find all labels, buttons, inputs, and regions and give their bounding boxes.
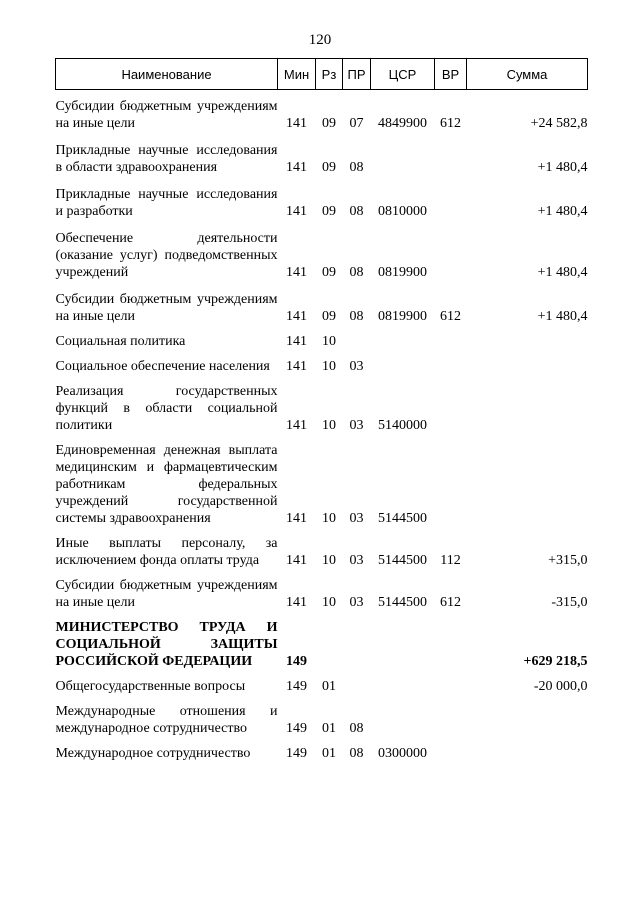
- header-sum: Сумма: [467, 59, 588, 90]
- cell-min: 141: [286, 204, 307, 219]
- header-pr: ПР: [343, 59, 371, 90]
- cell-name: Социальное обеспечение населения: [55, 359, 270, 374]
- header-csr: ЦСР: [371, 59, 435, 90]
- cell-csr: 5144500: [378, 595, 427, 610]
- cell-name: Международное сотрудничество: [55, 746, 251, 761]
- cell-pr: 03: [349, 553, 364, 568]
- cell-csr: [371, 132, 435, 176]
- cell-min: 141: [286, 553, 307, 568]
- cell-name: МИНИСТЕРСТВО ТРУДА И СОЦИАЛЬНОЙ ЗАЩИТЫ РОССИЙСКОЙ ФЕДЕРАЦИИ: [55, 620, 278, 669]
- cell-csr: 5140000: [378, 418, 427, 433]
- cell-sum: +1 480,4: [537, 204, 588, 219]
- cell-sum: -315,0: [551, 595, 588, 610]
- cell-vr: [435, 737, 467, 762]
- table-row: [56, 434, 588, 527]
- cell-rz: 10: [322, 595, 336, 610]
- cell-min: 149: [286, 679, 307, 694]
- cell-pr: 03: [349, 595, 364, 610]
- cell-pr: 08: [349, 160, 364, 175]
- cell-vr: [435, 611, 467, 670]
- cell-csr: [371, 325, 435, 350]
- cell-rz: 01: [322, 679, 336, 694]
- cell-min: 141: [286, 265, 307, 280]
- cell-vr: [435, 220, 467, 281]
- cell-min: 149: [286, 654, 307, 669]
- cell-name: Социальная политика: [55, 334, 186, 349]
- cell-rz: 10: [322, 359, 336, 374]
- cell-csr: 4849900: [378, 116, 427, 131]
- cell-min: 141: [286, 595, 307, 610]
- cell-name: Субсидии бюджетным учреждениям на иные цели: [55, 292, 278, 324]
- cell-name: Иные выплаты персоналу, за исключением фонда оплаты труда: [55, 536, 278, 568]
- cell-csr: 0810000: [378, 204, 427, 219]
- header-vr: ВР: [435, 59, 467, 90]
- cell-csr: [371, 611, 435, 670]
- cell-csr: 5144500: [378, 553, 427, 568]
- budget-table: [55, 58, 588, 762]
- table-row: [56, 670, 588, 695]
- cell-sum: +24 582,8: [530, 116, 588, 131]
- cell-sum: [467, 375, 588, 434]
- cell-rz: 09: [322, 116, 336, 131]
- cell-sum: [467, 325, 588, 350]
- cell-name: Прикладные научные исследования в области здравоохранения: [55, 143, 278, 175]
- cell-csr: 0300000: [378, 746, 427, 761]
- cell-vr: [435, 132, 467, 176]
- cell-rz: [316, 611, 343, 670]
- cell-name: Обеспечение деятельности (оказание услуг) подведомственных учреждений: [55, 231, 278, 280]
- cell-name: Субсидии бюджетным учреждениям на иные цели: [55, 578, 278, 610]
- cell-pr: [343, 670, 371, 695]
- cell-csr: 0819900: [378, 309, 427, 324]
- cell-rz: 09: [322, 204, 336, 219]
- page-number: 120: [308, 32, 332, 48]
- table-row: [56, 176, 588, 220]
- cell-sum: [467, 737, 588, 762]
- cell-csr: [371, 350, 435, 375]
- cell-pr: 03: [349, 511, 364, 526]
- cell-sum: +1 480,4: [537, 265, 588, 280]
- table-row: [56, 132, 588, 176]
- cell-sum: +629 218,5: [523, 654, 588, 669]
- cell-vr: [435, 670, 467, 695]
- cell-min: 141: [286, 309, 307, 324]
- header-min: Мин: [278, 59, 316, 90]
- table-row: [56, 325, 588, 350]
- cell-pr: 08: [349, 746, 364, 761]
- cell-name: Единовременная денежная выплата медицинским и фармацевтическим работникам федеральных учреждений государственной системы здравоохранения: [55, 443, 278, 526]
- header-name: Наименование: [56, 59, 278, 90]
- cell-sum: [467, 434, 588, 527]
- cell-csr: 0819900: [378, 265, 427, 280]
- cell-vr: [435, 434, 467, 527]
- cell-sum: +315,0: [548, 553, 588, 568]
- cell-pr: 03: [349, 359, 364, 374]
- cell-pr: 08: [349, 721, 364, 736]
- cell-name: Субсидии бюджетным учреждениям на иные цели: [55, 99, 278, 131]
- cell-vr: 612: [440, 309, 461, 324]
- table-header: [56, 59, 588, 90]
- cell-min: 141: [286, 160, 307, 175]
- cell-rz: 09: [322, 309, 336, 324]
- cell-pr: 08: [349, 265, 364, 280]
- cell-rz: 01: [322, 721, 336, 736]
- cell-min: 149: [286, 721, 307, 736]
- cell-name: Международные отношения и международное сотрудничество: [55, 704, 278, 736]
- cell-pr: 07: [349, 116, 364, 131]
- table-row: [56, 527, 588, 569]
- table-row: [56, 375, 588, 434]
- cell-vr: [435, 375, 467, 434]
- cell-rz: 10: [322, 418, 336, 433]
- cell-name: Прикладные научные исследования и разработки: [55, 187, 278, 219]
- cell-vr: 112: [440, 553, 461, 568]
- cell-name: Общегосударственные вопросы: [55, 679, 246, 694]
- cell-pr: 08: [349, 204, 364, 219]
- cell-min: 141: [286, 334, 307, 349]
- cell-rz: 10: [322, 334, 336, 349]
- cell-rz: 10: [322, 553, 336, 568]
- cell-rz: 09: [322, 265, 336, 280]
- table-row: [56, 611, 588, 670]
- cell-sum: -20 000,0: [533, 679, 588, 694]
- cell-csr: 5144500: [378, 511, 427, 526]
- cell-min: 141: [286, 418, 307, 433]
- table-row: [56, 90, 588, 133]
- table-row: [56, 737, 588, 762]
- cell-vr: [435, 695, 467, 737]
- cell-min: 141: [286, 511, 307, 526]
- table-row: [56, 220, 588, 281]
- cell-vr: 612: [440, 116, 461, 131]
- cell-min: 141: [286, 359, 307, 374]
- cell-min: 141: [286, 116, 307, 131]
- cell-csr: [371, 670, 435, 695]
- cell-vr: [435, 325, 467, 350]
- cell-rz: 10: [322, 511, 336, 526]
- cell-pr: 03: [349, 418, 364, 433]
- cell-pr: [343, 611, 371, 670]
- table-body: [56, 90, 588, 763]
- cell-csr: [371, 695, 435, 737]
- cell-rz: 09: [322, 160, 336, 175]
- table-row: [56, 569, 588, 611]
- table-row: [56, 350, 588, 375]
- cell-vr: [435, 176, 467, 220]
- cell-name: Реализация государственных функций в области социальной политики: [55, 384, 278, 433]
- cell-sum: +1 480,4: [537, 309, 588, 324]
- cell-rz: 01: [322, 746, 336, 761]
- table-row: [56, 281, 588, 325]
- cell-pr: [343, 325, 371, 350]
- cell-pr: 08: [349, 309, 364, 324]
- cell-sum: [467, 695, 588, 737]
- cell-vr: [435, 350, 467, 375]
- cell-vr: 612: [440, 595, 461, 610]
- cell-min: 149: [286, 746, 307, 761]
- header-rz: Рз: [316, 59, 343, 90]
- table-row: [56, 695, 588, 737]
- cell-sum: +1 480,4: [537, 160, 588, 175]
- cell-sum: [467, 350, 588, 375]
